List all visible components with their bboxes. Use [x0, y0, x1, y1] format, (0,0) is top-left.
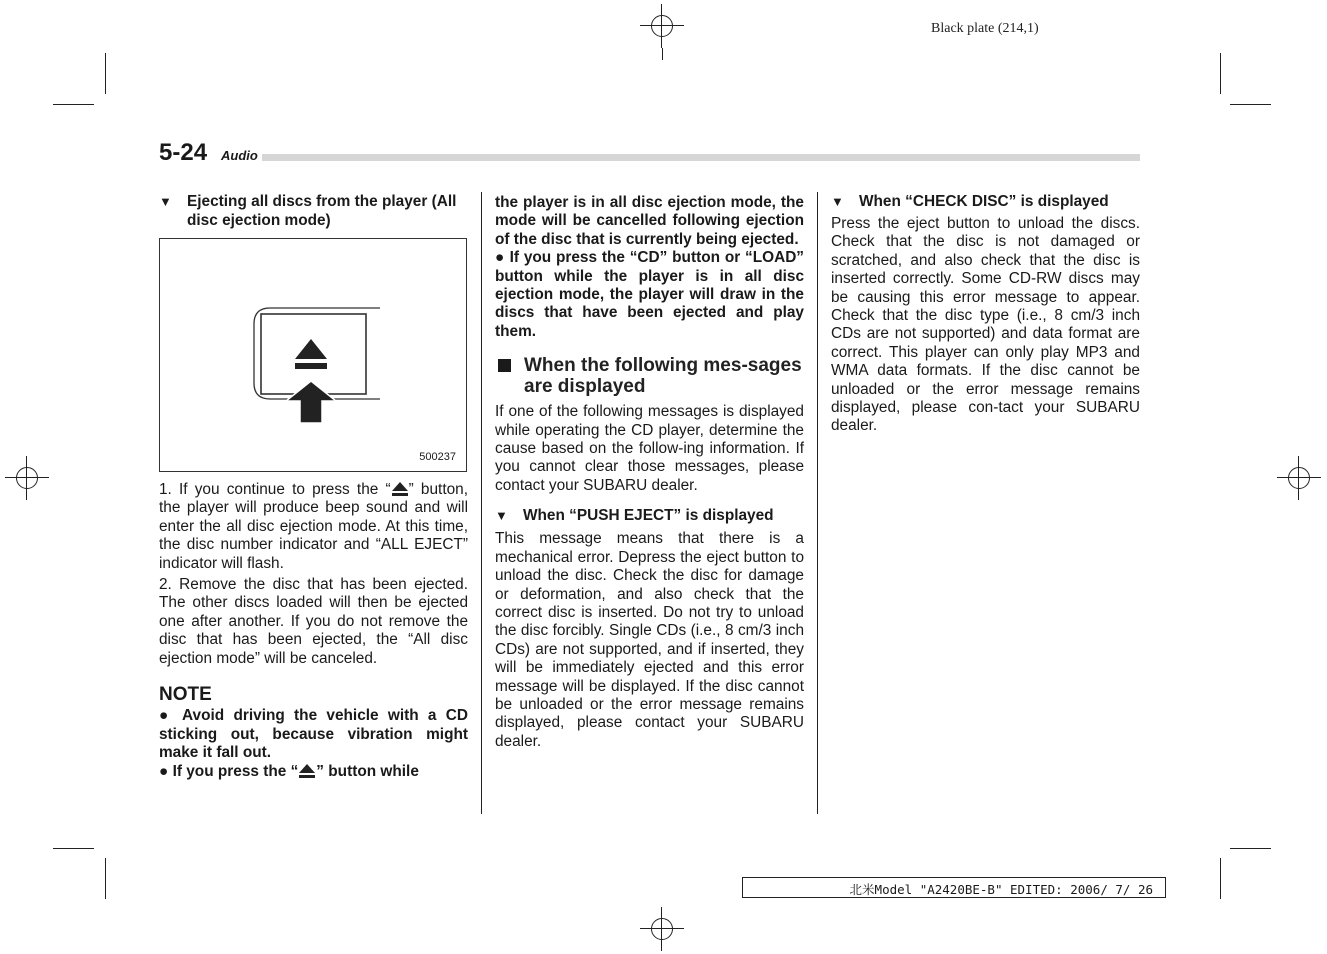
note-continuation: the player is in all disc ejection mode, the mode will be cancelled following ejection of the disc that is currently being ejected.: [495, 194, 804, 248]
page-number: 5-24: [159, 139, 208, 166]
registration-mark-bottom: [640, 907, 684, 951]
subheading-push-eject: ▼ When “PUSH EJECT” is displayed: [495, 507, 774, 525]
left-body: [159, 481, 468, 781]
note-item-2: ● If you press the “ ” button while: [159, 762, 419, 780]
column-divider: [481, 192, 482, 814]
check-disc-text: Press the eject button to unload the discs. Check that the disc is not damaged or scratched, and also check that the disc is inserted correctly. Some CD-RW discs may be causing this error message to appear. Check that the disc type (i.e., 8 cm/3 inch CDs are not supported) and data format are correct. This player can only play MP3 and WMA data formats. If the disc cannot be unloaded or the error message remains displayed, please con-tact your SUBARU dealer.: [831, 215, 1140, 435]
middle-column: [495, 194, 804, 751]
square-bullet-icon: [498, 359, 511, 372]
plate-info: Black plate (214,1): [931, 21, 1039, 36]
right-column: [831, 192, 1140, 436]
eject-button-figure: [159, 238, 467, 472]
section-heading: When the following mes-sages are displayed: [495, 355, 804, 397]
section-intro: If one of the following messages is displayed while operating the CD player, determine the cause based on the follow-ing information. If you cannot clear those messages, please contact your SUBARU dealer.: [495, 403, 804, 494]
note-item-3: ● If you press the “CD” button or “LOAD” button while the player is in all disc ejection mode, the player will draw in the discs that have been ejected and play them.: [495, 249, 804, 340]
registration-mark-top: [640, 4, 684, 48]
edit-info-box: 北米Model "A2420BE-B" EDITED: 2006/ 7/ 26: [742, 877, 1166, 898]
header-rule: [262, 154, 1140, 161]
section-name: Audio: [221, 148, 258, 163]
column-divider: [817, 192, 818, 814]
step-1: 1. If you continue to press the “ ” button, the player will produce beep sound and will enter the all disc ejection mode. At this time, the disc number indicator and “ALL EJECT” indicator will flash.: [159, 481, 468, 572]
triangle-icon: ▼: [831, 194, 844, 209]
figure-id: 500237: [419, 451, 456, 463]
step-2: 2. Remove the disc that has been ejected. The other discs loaded will then be ejected one after another. If you do not remove the disc that has been ejected, the “All disc ejection mode” will be canceled.: [159, 576, 468, 667]
left-column: [159, 192, 468, 230]
eject-button-illustration: [160, 239, 466, 471]
registration-mark-right: [1277, 456, 1321, 500]
triangle-icon: ▼: [495, 508, 508, 524]
subheading-eject-all: ▼ Ejecting all discs from the player (All disc ejection mode): [159, 193, 457, 229]
note-title: NOTE: [159, 684, 212, 706]
note-item-1: ● Avoid driving the vehicle with a CD sticking out, because vibration might make it fall out.: [159, 707, 468, 762]
eject-icon: [391, 481, 409, 496]
registration-mark-left: [5, 456, 49, 500]
tick: [662, 48, 663, 60]
push-eject-text: This message means that there is a mechanical error. Depress the eject button to unload the disc. Check the disc for damage or deformation, and also check that the correct disc is inserted. Do not try to unload the disc forcibly. Single CDs (i.e., 8 cm/3 inch CDs) are not supported, and if inserted, they will be immediately ejected and this error message will be displayed. If the disc cannot be unloaded or the error message remains displayed, please contact your SUBARU dealer.: [495, 530, 804, 750]
eject-icon: [298, 763, 316, 778]
triangle-icon: ▼: [159, 194, 172, 209]
subheading-check-disc: ▼ When “CHECK DISC” is displayed: [831, 193, 1109, 210]
